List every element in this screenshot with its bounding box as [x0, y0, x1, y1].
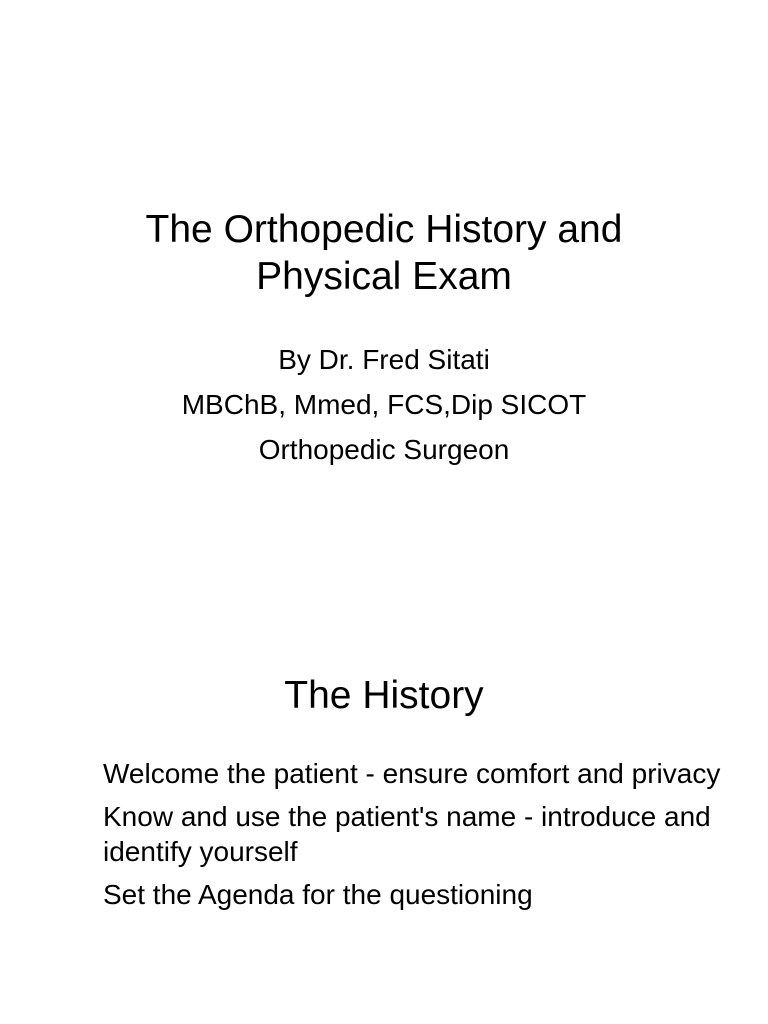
history-bullet-list: [103, 756, 723, 920]
list-item: Know and use the patient's name - introduce and identify yourself: [103, 801, 711, 867]
presentation-title-line-2: Physical Exam: [256, 255, 512, 298]
author-info: [0, 337, 768, 472]
list-item: Welcome the patient - ensure comfort and privacy: [103, 758, 721, 789]
author-role: Orthopedic Surgeon: [258, 434, 510, 465]
author-credentials: MBChB, Mmed, FCS,Dip SICOT: [181, 389, 587, 420]
presentation-title-line-1: The Orthopedic History and: [145, 208, 623, 251]
list-item: Set the Agenda for the questioning: [103, 879, 533, 910]
presentation-title: [0, 206, 768, 300]
author-name: By Dr. Fred Sitati: [278, 344, 490, 375]
history-slide-title: The History: [284, 674, 484, 717]
